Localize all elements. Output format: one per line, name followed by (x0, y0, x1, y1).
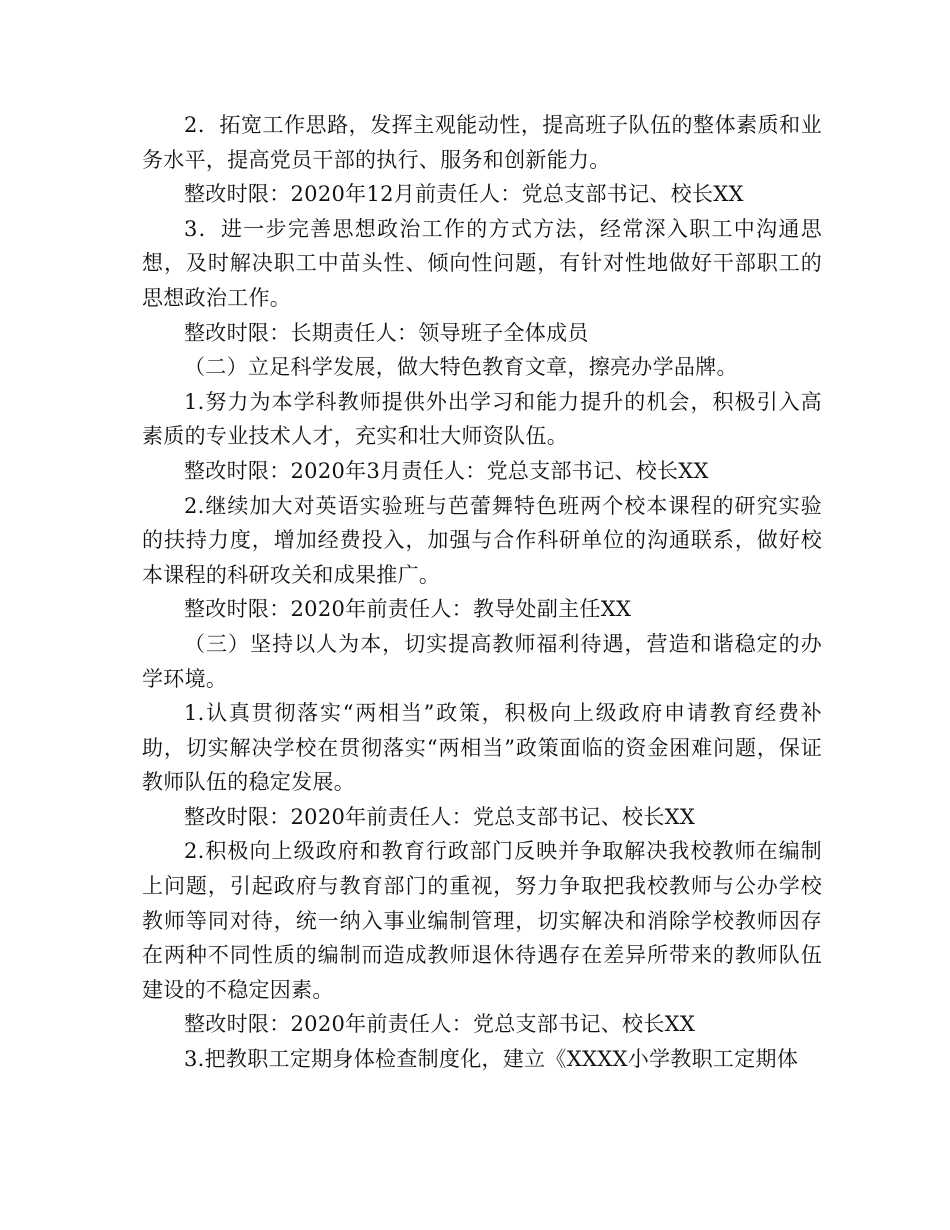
paragraph-deadline-4: 整改时限：2020年前责任人：教导处副主任XX (184, 597, 632, 622)
section-heading-2: （二）立足科学发展，做大特色教育文章，擦亮办学品牌。 (184, 355, 738, 380)
section-heading-3: （三）坚持以人为本，切实提高教师福利待遇，营造和谐稳定的办学环境。 (142, 631, 822, 691)
paragraph-item-2-school-courses: 2.继续加大对英语实验班与芭蕾舞特色班两个校本课程的研究实验的扶持力度，增加经费投入，加强与合作科研单位的沟通联系，做好校本课程的科研攻关和成果推广。 (142, 493, 822, 587)
paragraph-deadline-1: 整改时限：2020年12月前责任人：党总支部书记、校长XX (184, 182, 744, 207)
paragraph-item-2-broaden-thinking: 2．拓宽工作思路，发挥主观能动性，提高班子队伍的整体素质和业务水平，提高党员干部的执行、服务和创新能力。 (142, 113, 822, 172)
paragraph-item-1-policy: 1.认真贯彻落实“两相当”政策，积极向上级政府申请教育经费补助，切实解决学校在贯彻落实“两相当”政策面临的资金困难问题，保证教师队伍的稳定发展。 (142, 701, 822, 795)
paragraph-item-3-ideological-work: 3．进一步完善思想政治工作的方式方法，经常深入职工中沟通思想，及时解决职工中苗头性、倾向性问题，有针对性地做好干部职工的思想政治工作。 (142, 216, 822, 310)
paragraph-deadline-5: 整改时限：2020年前责任人：党总支部书记、校长XX (184, 804, 696, 829)
paragraph-deadline-6: 整改时限：2020年前责任人：党总支部书记、校长XX (184, 1012, 696, 1037)
paragraph-item-3-health-check: 3.把教职工定期身体检查制度化，建立《XXXX小学教职工定期体 (184, 1047, 799, 1072)
paragraph-item-2-staffing: 2.积极向上级政府和教育行政部门反映并争取解决我校教师在编制上问题，引起政府与教育部门的重视，努力争取把我校教师与公办学校教师等同对待，统一纳入事业编制管理，切实解决和消除学校教师因存在两种不同性质的编制而造成教师退休待遇存在差异所带来的教师队伍建设的不稳定因素。 (142, 839, 822, 1002)
document-page (142, 108, 822, 1077)
paragraph-deadline-2: 整改时限：长期责任人：领导班子全体成员 (184, 320, 589, 345)
paragraph-deadline-3: 整改时限：2020年3月责任人：党总支部书记、校长XX (184, 458, 709, 483)
paragraph-item-1-teacher-training: 1.努力为本学科教师提供外出学习和能力提升的机会，积极引入高素质的专业技术人才，充实和壮大师资队伍。 (142, 389, 822, 449)
